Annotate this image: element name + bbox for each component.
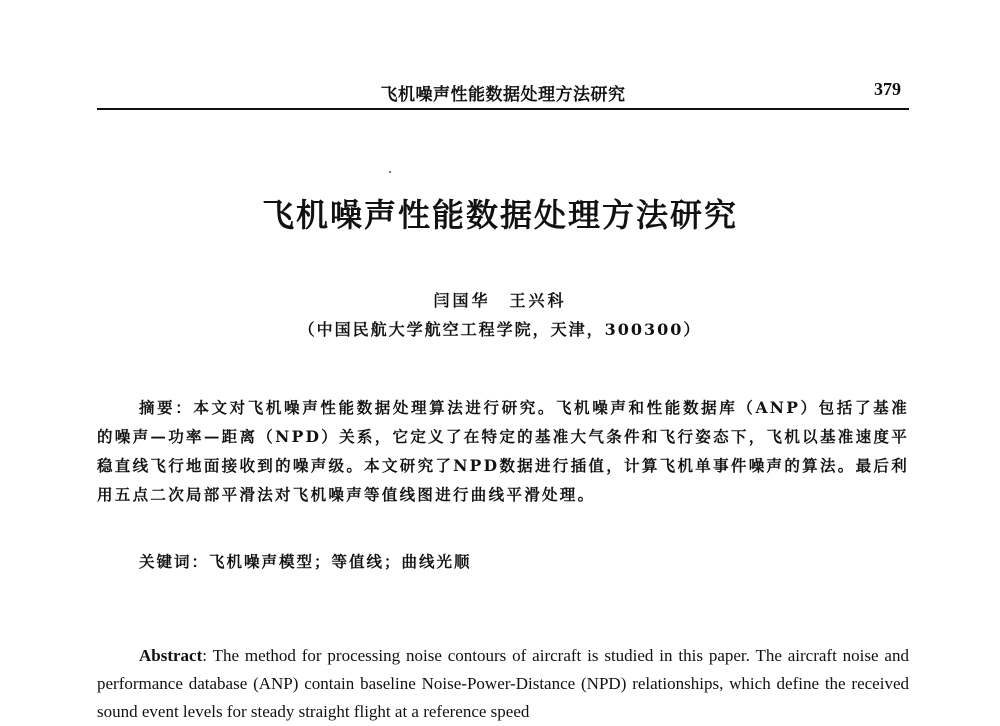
running-header <box>97 74 909 110</box>
abstract-english-separator: : <box>202 646 207 665</box>
abstract-english <box>97 642 909 726</box>
page-number: 379 <box>874 79 901 99</box>
abstract-english-label: Abstract <box>139 646 203 665</box>
abstract-chinese-label: 摘要： <box>139 398 194 417</box>
keywords-text: 飞机噪声模型；等值线；曲线光顺 <box>209 552 472 571</box>
print-speck <box>389 171 391 173</box>
affiliation-line: （中国民航大学航空工程学院，天津，300300） <box>298 320 702 339</box>
keywords-label: 关键词： <box>139 552 210 571</box>
abstract-chinese-text: 本文对飞机噪声性能数据处理算法进行研究。飞机噪声和性能数据库（ANP）包括了基准的噪声—功率—距离（NPD）关系，它定义了在特定的基准大气条件和飞行姿态下，飞机以基准速度平稳直线飞行地面接收到的噪声级。本文研究了NPD数据进行插值，计算飞机单事件噪声的算法。最后利用五点二次局部平滑法对飞机噪声等值线图进行曲线平滑处理。 <box>97 398 909 504</box>
keywords-chinese <box>139 547 909 576</box>
running-title: 飞机噪声性能数据处理方法研究 <box>380 85 626 105</box>
author-line: 闫国华 王兴科 <box>433 291 567 310</box>
abstract-english-text: The method for processing noise contours of aircraft is studied in this paper. The aircraft noise and performance database (ANP) contain baseline Noise-Power-Distance (NPD) relationships, which define the received sound event levels for steady straight flight at a reference speed <box>97 646 909 721</box>
abstract-chinese <box>97 393 909 509</box>
paper-title: 飞机噪声性能数据处理方法研究 <box>261 196 738 234</box>
